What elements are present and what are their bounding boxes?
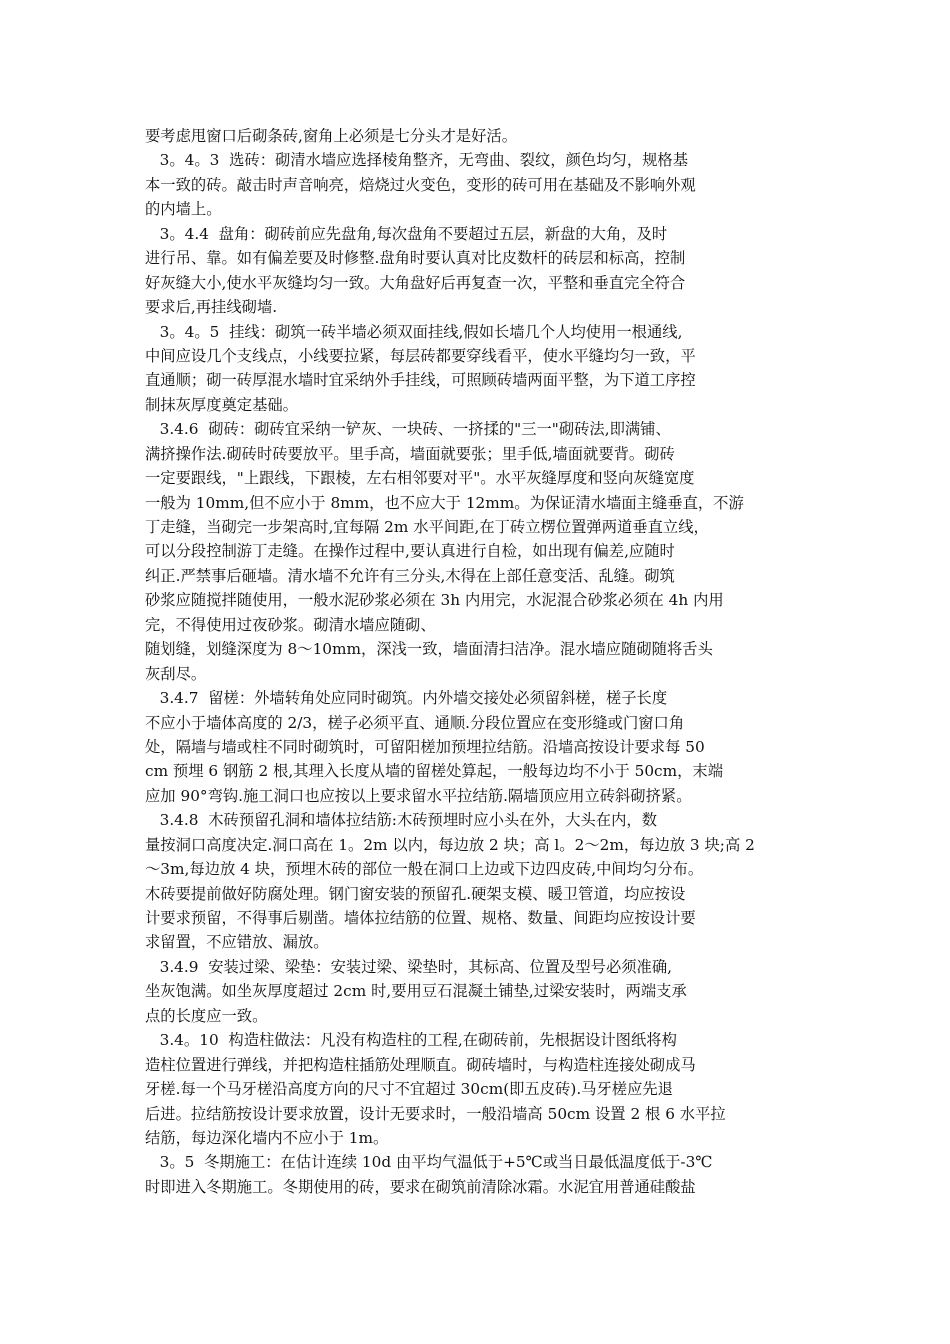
text-line: 后进。拉结筋按设计要求放置，设计无要求时，一般沿墙高 50cm 设置 2 根 6 水平拉 (145, 1104, 726, 1123)
text-line: 牙槎.每一个马牙槎沿高度方向的尺寸不宜超过 30cm(即五皮砖).马牙槎应先退 (145, 1080, 673, 1099)
text-line: 本一致的砖。敲击时声音响亮，焙烧过火变色，变形的砖可用在基础及不影响外观 (145, 175, 696, 194)
text-line: 3。5 冬期施工：在估计连续 10d 由平均气温低于+5℃或当日最低温度低于-3℃ (145, 1153, 713, 1172)
text-line: 要求后,再挂线砌墙. (145, 298, 278, 317)
text-line: 灰刮尽。 (145, 664, 207, 683)
text-line: cm 预埋 6 钢筋 2 根,其理入长度从墙的留槎处算起，一般每边均不小于 50cm，末端 (145, 762, 724, 781)
text-line: 丁走缝，当砌完一步架高时,宜每隔 2m 水平间距,在丁砖立楞位置弹两道垂直立线， (145, 518, 709, 536)
text-line: 完，不得使用过夜砂浆。砌清水墙应随砌、 (145, 615, 436, 634)
text-line: 点的长度应一致。 (145, 1006, 268, 1025)
text-line: 要考虑甩窗口后砌条砖,窗角上必须是七分头才是好活。 (145, 127, 517, 145)
text-line: 3。4。3 选砖：砌清水墙应选择棱角整齐，无弯曲、裂纹，颜色均匀，规格基 (145, 151, 689, 170)
text-line: 砂浆应随搅拌随使用，一般水泥砂浆必须在 3h 内用完，水泥混合砂浆必须在 4h 内用 (145, 591, 724, 610)
text-line: 满挤操作法.砌砖时砖要放平。里手高，墙面就要张；里手低,墙面就要背。砌砖 (145, 444, 675, 463)
text-line: 3.4.7 留槎：外墙转角处应同时砌筑。内外墙交接处必须留斜槎，槎子长度 (145, 689, 668, 708)
text-line: 随划缝，划缝深度为 8～10mm，深浅一致，墙面清扫洁净。混水墙应随砌随将舌头 (145, 640, 713, 659)
text-line: 量按洞口高度决定.洞口高在 1。2m 以内，每边放 2 块；高 l。2～2m，每边放 3 块;高 2 (145, 835, 755, 854)
text-line: 可以分段控制游丁走缝。在操作过程中,要认真进行自检，如出现有偏差,应随时 (145, 542, 675, 561)
text-line: ～3m,每边放 4 块，预埋木砖的部位一般在洞口上边或下边四皮砖,中间均匀分布。 (145, 860, 704, 879)
text-line: 结筋，每边深化墙内不应小于 1m。 (145, 1128, 389, 1147)
text-line: 进行吊、靠。如有偏差要及时修整.盘角时要认真对比皮数杆的砖层和标高，控制 (145, 249, 686, 268)
text-line: 的内墙上。 (145, 200, 222, 219)
text-line: 好灰缝大小,使水平灰缝均匀一致。大角盘好后再复查一次，平整和垂直完全符合 (145, 273, 686, 292)
text-line: 处，隔墙与墙或柱不同时砌筑时，可留阳槎加预埋拉结筋。沿墙高按设计要求每 50 (145, 737, 705, 756)
text-line: 3.4。10 构造柱做法：凡没有构造柱的工程,在砌砖前，先根据设计图纸将构 (145, 1031, 677, 1050)
text-line: 中间应设几个支线点，小线要拉紧，每层砖都要穿线看平，使水平缝均匀一致，平 (145, 346, 696, 365)
text-line: 一般为 10mm,但不应小于 8mm，也不应大于 12mm。为保证清水墙面主缝垂直，不游 (145, 493, 744, 512)
text-line: 求留置，不应错放、漏放。 (145, 933, 329, 952)
text-line: 造柱位置进行弹线，并把构造柱插筋处理顺直。砌砖墙时，与构造柱连接处砌成马 (145, 1055, 696, 1074)
text-line: 纠正.严禁事后砸墙。清水墙不允许有三分头,木得在上部任意变活、乱缝。砌筑 (145, 566, 675, 585)
text-line: 计要求预留，不得事后剔凿。墙体拉结筋的位置、规格、数量、间距均应按设计要 (145, 909, 696, 927)
text-line: 3。4.4 盘角：砌砖前应先盘角,每次盘角不要超过五层，新盘的大角，及时 (145, 224, 668, 243)
text-line: 3。4。5 挂线：砌筑一砖半墙必须双面挂线,假如长墙几个人均使用一根通线, (145, 322, 683, 341)
text-line: 3.4.9 安装过梁、梁垫：安装过梁、梁垫时，其标高、位置及型号必须准确, (145, 957, 673, 976)
text-line: 一定要跟线，"上跟线，下跟棱，左右相邻要对平"。水平灰缝厚度和竖向灰缝宽度 (145, 469, 695, 488)
text-line: 应加 90°弯钩.施工洞口也应按以上要求留水平拉结筋.隔墙顶应用立砖斜砌挤紧。 (145, 786, 692, 805)
document-body (145, 124, 785, 1199)
text-line: 3.4.8 木砖预留孔洞和墙体拉结筋:木砖预埋时应小头在外，大头在内，数 (145, 811, 657, 830)
text-line: 制抹灰厚度奠定基础。 (145, 395, 298, 414)
text-line: 不应小于墙体高度的 2/3，槎子必须平直、通顺.分段位置应在变形缝或门窗口角 (145, 713, 685, 732)
text-line: 木砖要提前做好防腐处理。钢门窗安装的预留孔.硬架支模、暖卫管道，均应按设 (145, 884, 686, 903)
text-line: 直通顺；砌一砖厚混水墙时宜采纳外手挂线，可照顾砖墙两面平整，为下道工序控 (145, 371, 696, 390)
text-line: 3.4.6 砌砖：砌砖宜采纳一铲灰、一块砖、一挤揉的"三一"砌砖法,即满铺、 (145, 420, 671, 439)
text-line: 坐灰饱满。如坐灰厚度超过 2cm 时,要用豆石混凝土铺垫,过梁安装时，两端支承 (145, 982, 687, 1001)
text-line: 时即进入冬期施工。冬期使用的砖，要求在砌筑前清除冰霜。水泥宜用普通硅酸盐 (145, 1177, 696, 1196)
